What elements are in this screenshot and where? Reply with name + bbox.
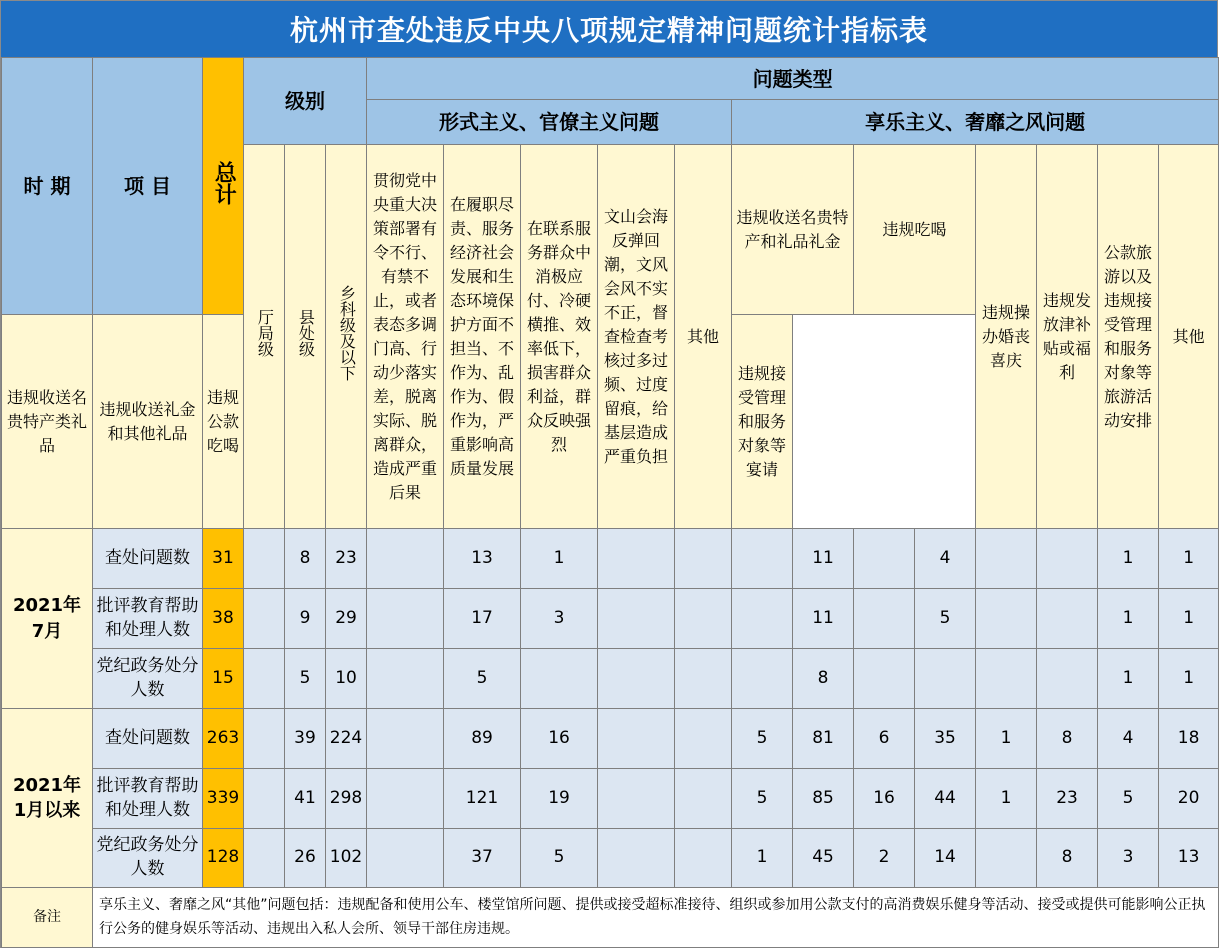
data-cell [598, 649, 675, 709]
row-item-label: 批评教育帮助和处理人数 [93, 769, 203, 829]
data-cell: 17 [444, 589, 521, 649]
data-cell: 5 [444, 649, 521, 709]
row-total: 15 [203, 649, 244, 709]
statistics-table [1, 57, 1219, 948]
data-cell: 44 [915, 769, 976, 829]
data-cell [675, 829, 732, 888]
data-cell [675, 769, 732, 829]
header-level-xiang [326, 145, 367, 529]
data-cell: 1 [1159, 649, 1219, 709]
data-cell: 1 [976, 769, 1037, 829]
data-cell [367, 589, 444, 649]
header-level: 级别 [244, 58, 367, 145]
header-text: 违规收送名贵特产和礼品礼金 [736, 207, 849, 251]
data-cell [854, 529, 915, 589]
data-cell: 102 [326, 829, 367, 888]
data-cell [367, 529, 444, 589]
header-total-label: 总计 [211, 160, 237, 205]
table-row [2, 589, 1219, 649]
data-cell [598, 589, 675, 649]
header-item: 项 目 [93, 58, 203, 315]
data-cell [854, 649, 915, 709]
data-cell: 16 [854, 769, 915, 829]
data-cell: 5 [285, 649, 326, 709]
header-hedonism-col [1037, 145, 1098, 529]
data-cell: 8 [285, 529, 326, 589]
data-cell [598, 769, 675, 829]
row-item-label: 查处问题数 [93, 529, 203, 589]
data-cell: 81 [793, 709, 854, 769]
data-cell [915, 649, 976, 709]
data-cell [244, 709, 285, 769]
header-gift-group [732, 145, 854, 315]
row-total: 339 [203, 769, 244, 829]
header-text: 贯彻党中央重大决策部署有令不行、有禁不止，或者表态多调门高、行动少落实差，脱离实际、脱离群众，造成严重后果 [373, 170, 438, 502]
period-label: 2021年 1月以来 [2, 709, 93, 888]
header-text: 违规操办婚丧喜庆 [982, 302, 1031, 370]
header-hedonism-other: 其他 [1159, 145, 1219, 529]
data-cell: 1 [521, 529, 598, 589]
data-cell: 3 [1098, 829, 1159, 888]
data-cell [976, 529, 1037, 589]
data-cell [244, 829, 285, 888]
header-text: 在联系服务群众中消极应付、冷硬横推、效率低下，损害群众利益，群众反映强烈 [527, 218, 592, 454]
data-cell: 1 [976, 709, 1037, 769]
data-cell: 1 [1098, 589, 1159, 649]
header-hedonism-col [976, 145, 1037, 529]
data-cell [367, 709, 444, 769]
header-text: 违规收送名贵特产类礼品 [6, 387, 87, 455]
header-dining-col [203, 315, 244, 529]
data-cell: 35 [915, 709, 976, 769]
table-row [2, 709, 1219, 769]
data-cell: 23 [1037, 769, 1098, 829]
data-cell: 3 [521, 589, 598, 649]
header-text: 公款旅游以及违规接受管理和服务对象等旅游活动安排 [1104, 242, 1153, 430]
data-cell: 45 [793, 829, 854, 888]
data-cell [367, 769, 444, 829]
data-cell: 20 [1159, 769, 1219, 829]
table-row [2, 649, 1219, 709]
data-cell: 8 [1037, 829, 1098, 888]
header-gift-col [93, 315, 203, 529]
header-formalism-col [367, 145, 444, 529]
row-total: 31 [203, 529, 244, 589]
data-cell [675, 589, 732, 649]
data-cell [1037, 649, 1098, 709]
data-cell: 5 [521, 829, 598, 888]
data-cell: 1 [1098, 649, 1159, 709]
data-cell [1037, 589, 1098, 649]
row-total: 263 [203, 709, 244, 769]
data-cell: 13 [1159, 829, 1219, 888]
header-dining-group: 违规吃喝 [854, 145, 976, 315]
data-cell: 39 [285, 709, 326, 769]
data-cell: 10 [326, 649, 367, 709]
note-text: 享乐主义、奢靡之风“其他”问题包括：违规配备和使用公车、楼堂馆所问题、提供或接受超标准接待、组织或参加用公款支付的高消费娱乐健身等活动、接受或提供可能影响公正执行公务的健身娱乐等活动、违规出入私人会所、领导干部住房违规。 [93, 888, 1219, 948]
data-cell: 8 [793, 649, 854, 709]
header-dining-col [732, 315, 793, 529]
header-formalism-col [521, 145, 598, 529]
data-cell: 11 [793, 589, 854, 649]
data-cell: 4 [1098, 709, 1159, 769]
data-cell: 4 [915, 529, 976, 589]
header-formalism-col [444, 145, 521, 529]
data-cell [854, 589, 915, 649]
level-label: 厅局级 [255, 309, 275, 357]
level-label: 县处级 [296, 309, 316, 357]
header-formalism-col [598, 145, 675, 529]
row-item-label: 党纪政务处分人数 [93, 649, 203, 709]
data-cell: 121 [444, 769, 521, 829]
data-cell [976, 649, 1037, 709]
table-row [2, 829, 1219, 888]
note-label: 备注 [2, 888, 93, 948]
data-cell [244, 589, 285, 649]
data-cell [367, 829, 444, 888]
row-item-label: 党纪政务处分人数 [93, 829, 203, 888]
header-text: 违规收送礼金和其他礼品 [99, 399, 196, 443]
data-cell: 85 [793, 769, 854, 829]
data-cell: 9 [285, 589, 326, 649]
level-label: 乡科级及以下 [337, 285, 357, 381]
data-cell [976, 589, 1037, 649]
table-row [2, 769, 1219, 829]
table-row [2, 529, 1219, 589]
header-text: 违规公款吃喝 [206, 387, 239, 455]
data-cell [244, 529, 285, 589]
row-total: 38 [203, 589, 244, 649]
table-body [2, 529, 1219, 888]
header-period: 时 期 [2, 58, 93, 315]
data-cell: 26 [285, 829, 326, 888]
page-title: 杭州市查处违反中央八项规定精神问题统计指标表 [1, 1, 1217, 57]
header-text: 违规接受管理和服务对象等宴请 [738, 363, 787, 479]
header-problem-type: 问题类型 [367, 58, 1219, 100]
data-cell: 19 [521, 769, 598, 829]
data-cell [675, 529, 732, 589]
row-item-label: 查处问题数 [93, 709, 203, 769]
data-cell [598, 529, 675, 589]
data-cell: 41 [285, 769, 326, 829]
row-item-label: 批评教育帮助和处理人数 [93, 589, 203, 649]
row-total: 128 [203, 829, 244, 888]
data-cell: 29 [326, 589, 367, 649]
data-cell: 1 [1159, 589, 1219, 649]
header-formalism-other: 其他 [675, 145, 732, 529]
header-level-xian [285, 145, 326, 529]
data-cell: 1 [732, 829, 793, 888]
data-cell: 5 [1098, 769, 1159, 829]
data-cell: 298 [326, 769, 367, 829]
header-text: 违规发放津补贴或福利 [1043, 290, 1092, 382]
data-cell [675, 709, 732, 769]
period-label: 2021年 7月 [2, 529, 93, 709]
data-cell [1037, 529, 1098, 589]
header-group-formalism: 形式主义、官僚主义问题 [367, 100, 732, 145]
data-cell: 1 [1098, 529, 1159, 589]
data-cell [367, 649, 444, 709]
data-cell: 5 [732, 769, 793, 829]
header-text: 文山会海反弹回潮，文风会风不实不正，督查检查考核过多过频、过度留痕，给基层造成严重负担 [604, 206, 669, 466]
data-cell: 6 [854, 709, 915, 769]
data-cell: 5 [732, 709, 793, 769]
header-gift-col [2, 315, 93, 529]
data-cell: 5 [915, 589, 976, 649]
header-hedonism-col [1098, 145, 1159, 529]
data-cell: 11 [793, 529, 854, 589]
data-cell: 8 [1037, 709, 1098, 769]
data-cell: 14 [915, 829, 976, 888]
data-cell: 23 [326, 529, 367, 589]
header-text: 在履职尽责、服务经济社会发展和生态环境保护方面不担当、不作为、乱作为、假作为，严重影响高质量发展 [450, 194, 515, 478]
data-cell [244, 769, 285, 829]
data-cell [732, 529, 793, 589]
data-cell: 13 [444, 529, 521, 589]
data-cell: 89 [444, 709, 521, 769]
data-cell [598, 709, 675, 769]
data-cell [521, 649, 598, 709]
data-cell [732, 649, 793, 709]
header-level-ting [244, 145, 285, 529]
header-group-hedonism: 享乐主义、奢靡之风问题 [732, 100, 1219, 145]
data-cell [732, 589, 793, 649]
data-cell [244, 649, 285, 709]
data-cell: 16 [521, 709, 598, 769]
data-cell: 1 [1159, 529, 1219, 589]
data-cell [598, 829, 675, 888]
data-cell: 18 [1159, 709, 1219, 769]
data-cell [675, 649, 732, 709]
data-cell: 2 [854, 829, 915, 888]
data-cell: 224 [326, 709, 367, 769]
header-total [203, 58, 244, 315]
data-cell [976, 829, 1037, 888]
data-cell: 37 [444, 829, 521, 888]
